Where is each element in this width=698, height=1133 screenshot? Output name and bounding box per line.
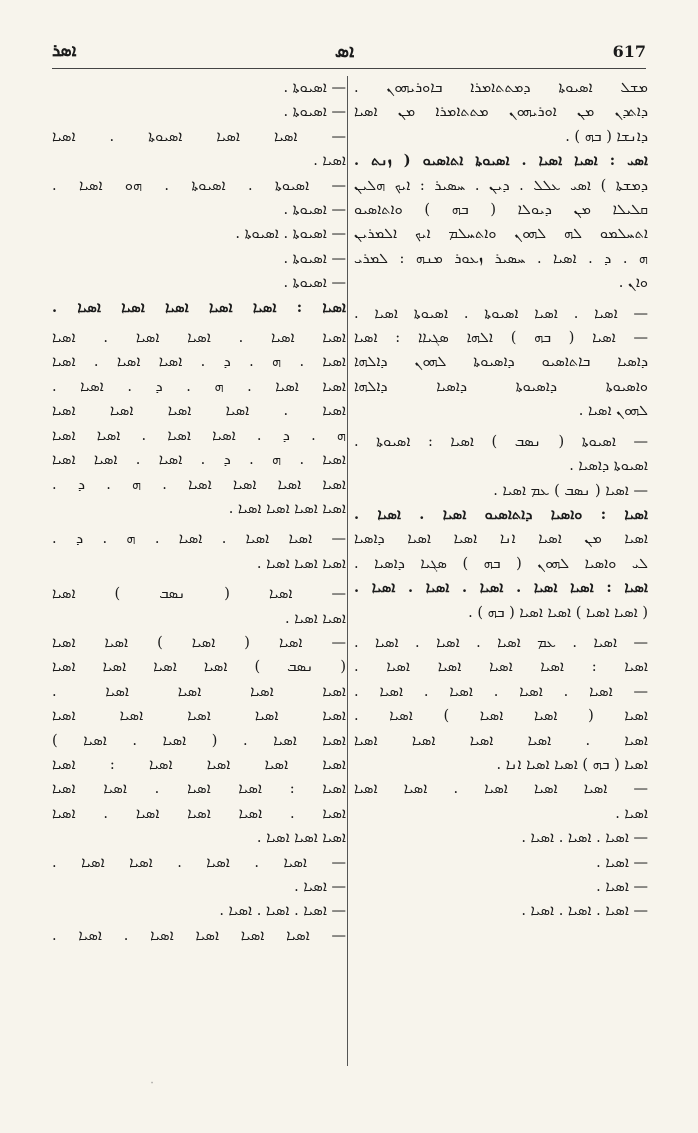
- right-column-line: ܐܣܝܘܬܐ ܕܐܣܝܐ .: [569, 458, 648, 475]
- left-column-line: — ܐܣܝܘܬܐ . ܐܣܝܘܬܐ .: [235, 226, 346, 243]
- right-column-line: ܐܣܝܐ : ܐܣܝܐ ܐܣܝܐ ܐܣܝܐ ܐܣܝܐ .: [354, 659, 648, 676]
- left-column-line: — ܐܣܝܐ ܐܣܝܐ ܐܣܝܐ ܐܣܝܐ . ܐܣܝܐ .: [52, 927, 346, 944]
- left-column-line: ܐܣܝܐ ܐܣܝܐ . ܐܣܝܐ ܐܣܝܐ . ܐܣܝܐ: [52, 330, 346, 347]
- right-column-line: ܘܐܣܝܘܬܐ ܕܐܣܝܘܬܐ ܕܐܣܝܐ ܕܐܠܗܐ: [354, 378, 648, 395]
- left-column-line: ܗ . ܕ . ܐܣܝܐ ܐܣܝܐ . ܐܣܝܐ ܐܣܝܐ: [52, 427, 346, 444]
- right-column-line: — ܐܣܝܐ .: [596, 854, 648, 871]
- section-letters: ܐܣ: [334, 40, 355, 62]
- right-column-line: ܐܣܝ : ܐܣܝܐ ܐܣܝܐ . ܐܣܝܘܬܐ ܐܬܐܣܝܘ ( ܙܢܬ .: [354, 152, 648, 170]
- left-column-line: ܐܣܝܐ ܐܣܝܐ ܐܣܝܐ ܐܣܝܐ : ܐܣܝܐ: [52, 756, 346, 773]
- right-column-line: ܐܣܝܐ ( ܒܗ ) ܐܣܝܐ ܐܣܝܐ ܐܢܐ .: [496, 756, 648, 773]
- footer-mark: ˑ: [150, 1076, 155, 1090]
- left-column-line: ܐܣܝܐ ܐܣܝܐ . ܗ . ܕ . ܐܣܝܐ .: [52, 378, 346, 395]
- left-column-line: — ܐܣܝܐ ܐܣܝܐ ܐܣܝܘܬܐ . ܐܣܝܐ: [52, 128, 346, 145]
- left-column-line: — ܐܣܝܐ ܐܣܝܐ . ܐܣܝܐ . ܗ . ܕ .: [52, 531, 346, 548]
- right-column-line: ܘܐܢ .: [618, 275, 648, 292]
- left-column-line: ܐܣܝܐ .: [313, 153, 346, 170]
- left-column-line: ܐܣܝܐ . ܐܣܝܐ ܐܣܝܐ ܐܣܝܐ ܐܣܝܐ: [52, 403, 346, 420]
- right-column-line: ܐܣܝܐ : ܐܣܝܐ ܐܣܝܐ . ܐܣܝܐ . ܐܣܝܐ . ܐܣܝܐ .: [354, 579, 648, 597]
- left-column-line: ܐܣܝܐ ܐܣܝܐ .: [285, 610, 346, 627]
- left-column-line: — ܐܣܝܘܬܐ .: [283, 202, 346, 219]
- right-column-line: ܠܗܘܢ ܐܣܝܐ .: [578, 403, 648, 420]
- right-column-line: ܕܡܫܬܐ ) ܐܣܝ ܥܠܠ . ܕܝܢ . ܚܣܝܪ : ܐܝܟ ܗܠܝܢ: [354, 177, 648, 194]
- left-column-line: — ܐܣܝܘܬܐ .: [283, 250, 346, 267]
- right-column-line: — ܐܣܝܐ . ܥܡ ܐܣܝܐ . ܐܣܝܐ . ܐܣܝܐ .: [354, 634, 648, 651]
- left-column-line: — ܐܣܝܘܬܐ .: [283, 104, 346, 121]
- right-column-line: — ܐܣܝܐ ܐܣܝܐ ܐܣܝܐ . ܐܣܝܐ ܐܣܝܐ: [354, 781, 648, 798]
- right-column-line: — ܐܣܝܐ . ܐܣܝܐ . ܐܣܝܐ . ܐܣܝܐ .: [354, 683, 648, 700]
- right-column-line: — ܐܣܝܐ ( ܒܗ ) ܐܠܗܐ ܣܓܝܐܐ : ܐܣܝܐ: [354, 330, 648, 347]
- left-column-line: ܐܣܝܐ : ܐܣܝܐ ܐܣܝܐ . ܐܣܝܐ ܐܣܝܐ: [52, 781, 346, 798]
- right-text-column: [354, 76, 648, 1076]
- right-column-line: ܕܐܣܝܐ ܒܐܬܐܣܝܘ ܕܐܣܝܘܬܐ ܠܗܘܢ ܕܐܠܗܐ: [354, 354, 648, 371]
- right-column-line: — ܐܣܝܐ ( ܢܣܒ ) ܥܡ ܐܣܝܐ .: [493, 482, 648, 499]
- header-rule: [52, 68, 646, 69]
- page-number: 617: [612, 41, 646, 61]
- left-column-line: — ܐܣܝܘܬܐ .: [283, 80, 346, 96]
- right-column-line: ܐܣܝܐ ( ܐܣܝܐ ܐܣܝܐ ) ܐܣܝܐ .: [354, 708, 648, 725]
- left-column-line: ܐܣܝܐ ܐܣܝܐ ܐܣܝܐ .: [256, 555, 346, 572]
- right-column-line: ܡܫܠ ܐܣܝܘܬܐ ܕܡܬܬܐܡܪܐ ܒܐܘܪܝܗܘܢ .: [354, 80, 648, 96]
- left-column-line: — ܐܣܝܐ ( ܐܣܝܐ ) ܐܣܝܐ ܐܣܝܐ: [52, 634, 346, 651]
- right-column-line: ܕܐܢܫܐ ( ܒܗ ) .: [565, 128, 648, 145]
- page-header: [52, 36, 646, 66]
- right-column-line: ܐܣܝܐ : ܘܐܣܝܐ ܕܐܬܐܣܝܘ ܐܣܝܐ . ܐܣܝܐ .: [354, 505, 648, 523]
- right-column-line: — ܐܣܝܐ . ܐܣܝܐ ܐܣܝܘܬܐ . ܐܣܝܘܬܐ ܐܣܝܐ .: [354, 305, 648, 322]
- right-column-line: — ܐܣܝܐ . ܐܣܝܐ . ܐܣܝܐ .: [521, 903, 648, 920]
- left-column-line: — ܐܣܝܐ . ܐܣܝܐ . ܐܣܝܐ ܐܣܝܐ .: [52, 854, 346, 871]
- left-column-line: — ܐܣܝܐ ( ܢܣܒ ) ܐܣܝܐ: [52, 586, 346, 603]
- left-column-line: ܐܣܝܐ . ܗ . ܕ . ܐܣܝܐ . ܐܣܝܐ ܐܣܝܐ: [52, 452, 346, 469]
- right-column-line: — ܐܣܝܘܬܐ ( ܢܣܒ ) ܐܣܝܐ : ܐܣܝܘܬܐ .: [354, 433, 648, 450]
- right-column-line: ܕܐܬܕܢ ܡܢ ܐܘܪܝܗܘܢ ܡܬܬܐܡܪܐ ܡܢ ܐܣܝܐ: [354, 104, 648, 121]
- left-column-line: ܐܣܝܐ : ܐܣܝܐ ܐܣܝܐ ܐܣܝܐ ܐܣܝܐ ܐܣܝܐ .: [52, 298, 346, 316]
- right-column-line: ܠܝ ܘܐܣܝܐ ܠܗܘܢ ( ܒܗ ) ܣܓܝܐ ܕܐܣܝܐ .: [354, 555, 648, 572]
- running-head-word: ܐܣܪ: [52, 41, 77, 61]
- right-column-line: ܩܠܝܠܐ ܡܢ ܕܝܘܠܐ ( ܒܗ ) ܘܐܬܐܣܝܘ: [354, 202, 648, 219]
- left-column-line: ܐܣܝܐ ܐܣܝܐ ܐܣܝܐ ܐܣܝܐ .: [52, 683, 346, 700]
- right-column-line: ܗ . ܕ . ܐܣܝܐ . ܚܣܝܪ ܙܥܘܪ ܡܢܗ : ܠܡܪܝ: [354, 250, 648, 267]
- left-column-line: ( ܢܣܒ ) ܐܣܝܐ ܐܣܝܐ ܐܣܝܐ ܐܣܝܐ: [52, 659, 346, 676]
- left-column-line: ܐܣܝܐ . ܗ . ܕ . ܐܣܝܐ ܐܣܝܐ . ܐܣܝܐ: [52, 354, 346, 371]
- left-column-line: — ܐܣܝܘܬܐ .: [283, 275, 346, 292]
- right-column-line: ܐܣܝܐ .: [615, 805, 648, 822]
- left-column-line: ܐܣܝܐ . ܐܣܝܐ ܐܣܝܐ ܐܣܝܐ . ܐܣܝܐ: [52, 805, 346, 822]
- right-column-line: ܐܣܝܐ . ܐܣܝܐ ܐܣܝܐ ܐܣܝܐ ܐܣܝܐ: [354, 732, 648, 749]
- left-column-line: ܐܣܝܐ ܐܣܝܐ ܐܣܝܐ ܐܣܝܐ . ܗ . ܕ .: [52, 476, 346, 493]
- left-column-line: ܐܣܝܐ ܐܣܝܐ ܐܣܝܐ .: [256, 830, 346, 847]
- right-column-line: — ܐܣܝܐ .: [596, 879, 648, 895]
- right-column-line: ܐܬܚܠܡܘ ܠܗ ܠܗܘܢ ܘܐܬܚܠܡ ܐܝܟ ܐܠܡܪܝܢ: [354, 226, 648, 243]
- left-column-line: — ܐܣܝܘܬܐ . ܐܣܝܘܬܐ . ܗܘ ܐܣܝܐ .: [52, 177, 346, 194]
- left-column-line: ܐܣܝܐ ܐܣܝܐ ܐܣܝܐ ܐܣܝܐ .: [228, 500, 346, 517]
- right-column-line: ( ܐܣܝܐ ܐܣܝܐ ) ܐܣܝܐ ܐܣܝܐ ( ܒܗ ) .: [468, 604, 648, 621]
- left-column-line: ܐܣܝܐ ܐܣܝܐ . ( ܐܣܝܐ . ܐܣܝܐ ): [52, 732, 346, 749]
- left-column-line: — ܐܣܝܐ . ܐܣܝܐ . ܐܣܝܐ .: [219, 903, 346, 920]
- left-text-column: [52, 76, 346, 1076]
- left-column-line: — ܐܣܝܐ .: [294, 879, 346, 895]
- right-column-line: ܐܣܝܐ ܡܢ ܐܣܝܐ ܐܢܐ ܐܣܝܐ ܐܣܝܐ ܕܐܣܝܐ: [354, 531, 648, 548]
- left-column-line: ܐܣܝܐ ܐܣܝܐ ܐܣܝܐ ܐܣܝܐ ܐܣܝܐ: [52, 708, 346, 725]
- column-divider: [347, 76, 348, 1066]
- right-column-line: — ܐܣܝܐ . ܐܣܝܐ . ܐܣܝܐ .: [521, 830, 648, 847]
